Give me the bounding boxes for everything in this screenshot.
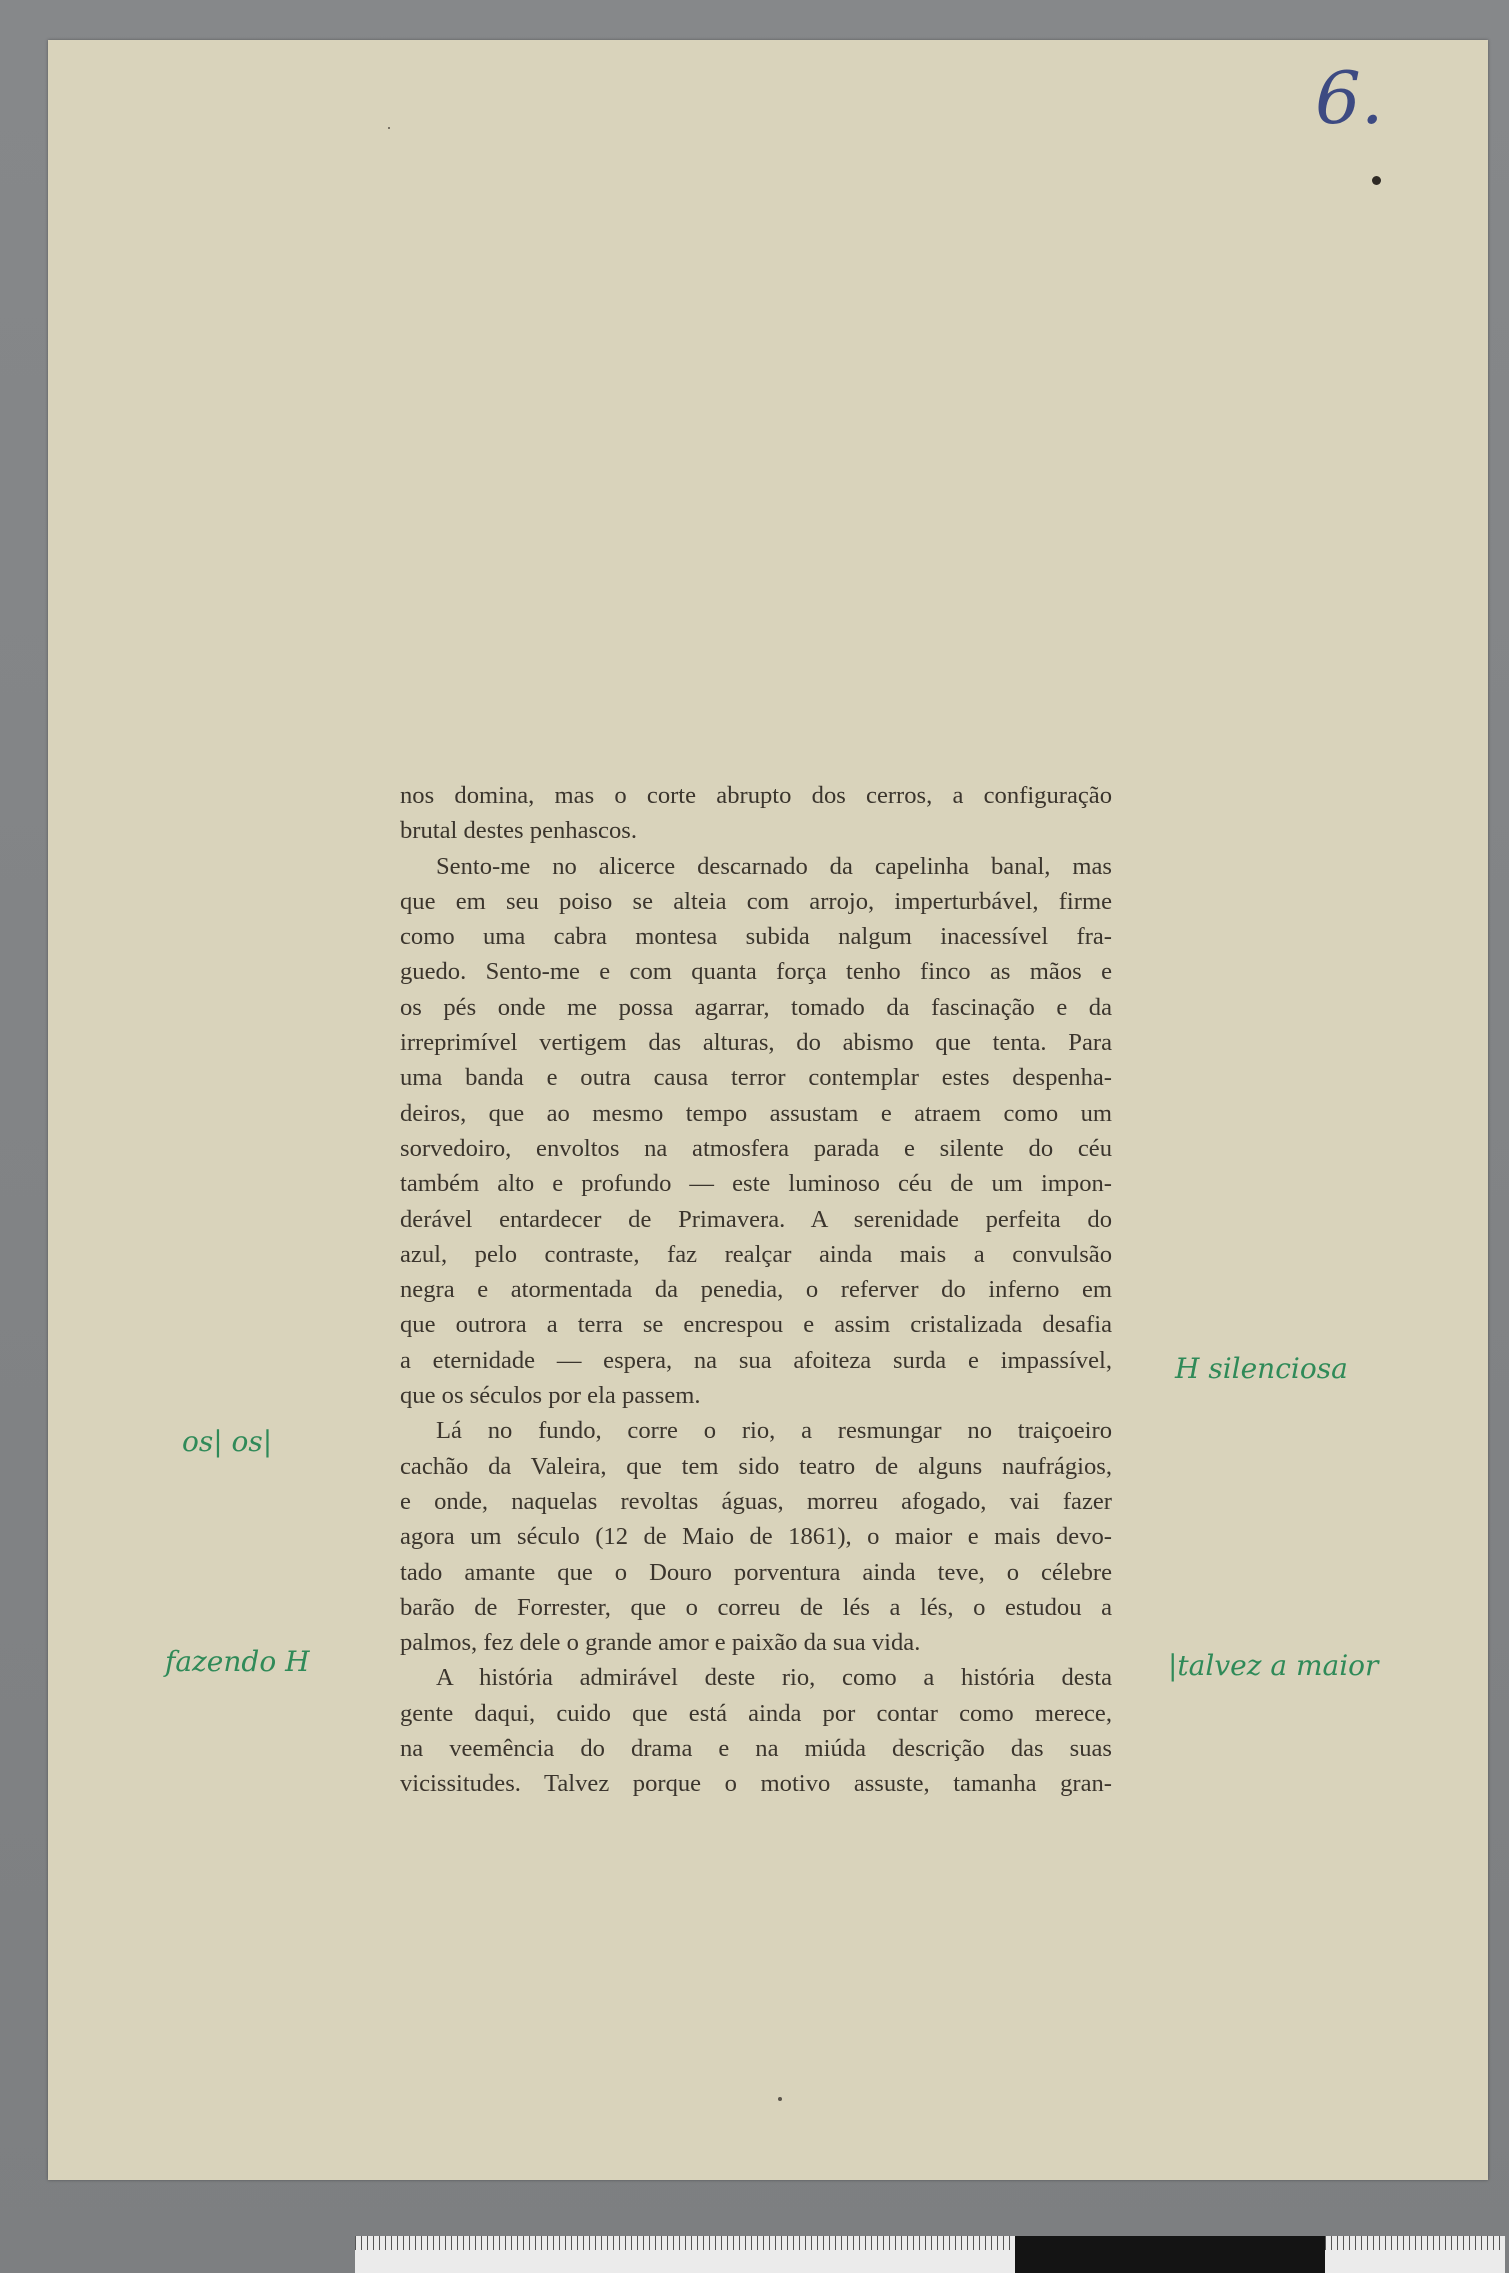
color-reference-block	[1015, 2236, 1325, 2273]
scale-ruler	[355, 2236, 1505, 2273]
page-number: 6.	[1315, 56, 1384, 140]
ink-speck	[778, 2097, 782, 2101]
text-line: negra e atormentada da penedia, o referver do inferno em	[400, 1276, 1112, 1304]
text-line: uma banda e outra causa terror contemplar estes despenha-	[400, 1064, 1112, 1092]
text-line: os pés onde me possa agarrar, tomado da fascinação e da	[400, 993, 1112, 1021]
text-line: gente daqui, cuido que está ainda por contar como merece,	[400, 1699, 1112, 1727]
text-line: agora um século (12 de Maio de 1861), o maior e mais devo-	[400, 1523, 1112, 1551]
text-line: a eternidade — espera, na sua afoiteza surda e impassível,	[400, 1346, 1112, 1374]
margin-annotation-talvez: |talvez a maior	[1168, 1649, 1379, 1682]
text-line: guedo. Sento-me e com quanta força tenho finco as mãos e	[400, 958, 1112, 986]
text-line: Lá no fundo, corre o rio, a resmungar no traiçoeiro	[436, 1417, 1112, 1445]
ruler-ticks	[355, 2236, 1015, 2273]
text-line: cachão da Valeira, que tem sido teatro de alguns naufrágios,	[400, 1452, 1112, 1480]
text-line: que outrora a terra se encrespou e assim cristalizada desafia	[400, 1311, 1112, 1339]
margin-annotation-silenciosa: H silenciosa	[1175, 1352, 1348, 1385]
text-line: brutal destes penhascos.	[400, 817, 637, 845]
text-line: que em seu poiso se alteia com arrojo, imperturbável, firme	[400, 887, 1112, 915]
text-line: A história admirável deste rio, como a história desta	[436, 1664, 1112, 1692]
text-line: sorvedoiro, envoltos na atmosfera parada e silente do céu	[400, 1134, 1112, 1162]
text-line: como uma cabra montesa subida nalgum inacessível fra-	[400, 923, 1112, 951]
text-line: vicissitudes. Talvez porque o motivo assuste, tamanha gran-	[400, 1770, 1112, 1798]
text-line: que os séculos por ela passem.	[400, 1382, 701, 1410]
body-text	[400, 778, 1112, 1802]
ink-dot	[1372, 176, 1381, 185]
text-line: tado amante que o Douro porventura ainda teve, o célebre	[400, 1558, 1112, 1586]
text-line: também alto e profundo — este luminoso céu de um impon-	[400, 1170, 1112, 1198]
text-line: derável entardecer de Primavera. A serenidade perfeita do	[400, 1205, 1112, 1233]
ink-speck	[388, 127, 390, 129]
text-line: azul, pelo contraste, faz realçar ainda mais a convulsão	[400, 1240, 1112, 1268]
text-line: e onde, naquelas revoltas águas, morreu afogado, vai fazer	[400, 1487, 1112, 1515]
text-line: barão de Forrester, que o correu de lés a lés, o estudou a	[400, 1593, 1112, 1621]
text-line: na veemência do drama e na miúda descrição das suas	[400, 1735, 1112, 1763]
margin-annotation-os: os| os|	[182, 1425, 273, 1458]
margin-annotation-fazendo: fazendo H	[165, 1645, 310, 1678]
text-line: Sento-me no alicerce descarnado da capelinha banal, mas	[436, 852, 1112, 880]
text-line: nos domina, mas o corte abrupto dos cerros, a configuração	[400, 782, 1112, 809]
text-line: deiros, que ao mesmo tempo assustam e atraem como um	[400, 1099, 1112, 1127]
text-line: irreprimível vertigem das alturas, do abismo que tenta. Para	[400, 1029, 1112, 1057]
ruler-ticks	[1325, 2236, 1505, 2273]
text-line: palmos, fez dele o grande amor e paixão da sua vida.	[400, 1629, 921, 1657]
